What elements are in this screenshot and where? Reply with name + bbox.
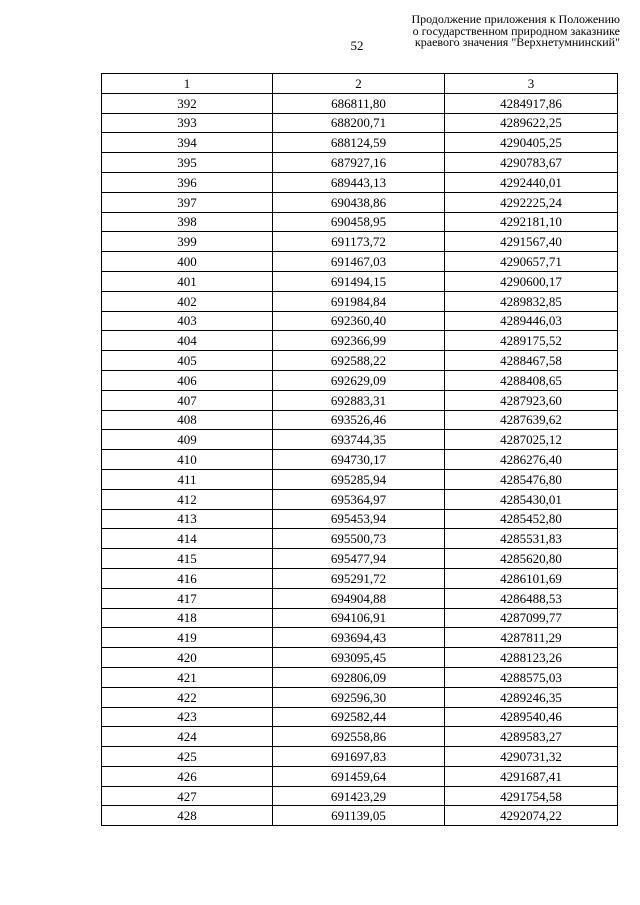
- y-coordinate-cell: 4289622,25: [445, 113, 618, 133]
- point-number-cell: 408: [102, 410, 273, 430]
- table-row: [102, 252, 618, 272]
- document-header: [360, 14, 620, 49]
- y-coordinate-cell: 4289832,85: [445, 291, 618, 311]
- table-row: [102, 271, 618, 291]
- x-coordinate-cell: 691494,15: [273, 271, 445, 291]
- table-row: [102, 786, 618, 806]
- y-coordinate-cell: 4287811,29: [445, 628, 618, 648]
- x-coordinate-cell: 691139,05: [273, 806, 445, 826]
- x-coordinate-cell: 689443,13: [273, 172, 445, 192]
- table-row: [102, 311, 618, 331]
- y-coordinate-cell: 4288467,58: [445, 351, 618, 371]
- table-row: [102, 410, 618, 430]
- y-coordinate-cell: 4285430,01: [445, 489, 618, 509]
- y-coordinate-cell: 4287099,77: [445, 608, 618, 628]
- y-coordinate-cell: 4292225,24: [445, 192, 618, 212]
- point-number-cell: 392: [102, 93, 273, 113]
- x-coordinate-cell: 691467,03: [273, 252, 445, 272]
- table-row: [102, 588, 618, 608]
- point-number-cell: 413: [102, 509, 273, 529]
- table-row: [102, 489, 618, 509]
- table-row: [102, 192, 618, 212]
- table-row: [102, 172, 618, 192]
- x-coordinate-cell: 695477,94: [273, 549, 445, 569]
- table-row: [102, 747, 618, 767]
- x-coordinate-cell: 690438,86: [273, 192, 445, 212]
- point-number-cell: 398: [102, 212, 273, 232]
- x-coordinate-cell: 688200,71: [273, 113, 445, 133]
- x-coordinate-cell: 691984,84: [273, 291, 445, 311]
- header-line: о государственном природном заказнике: [412, 23, 620, 38]
- y-coordinate-cell: 4287639,62: [445, 410, 618, 430]
- table-row: [102, 628, 618, 648]
- x-coordinate-cell: 695291,72: [273, 568, 445, 588]
- x-coordinate-cell: 695453,94: [273, 509, 445, 529]
- table-row: [102, 133, 618, 153]
- y-coordinate-cell: 4285620,80: [445, 549, 618, 569]
- y-coordinate-cell: 4288408,65: [445, 370, 618, 390]
- x-coordinate-cell: 692883,31: [273, 390, 445, 410]
- x-coordinate-cell: 693095,45: [273, 648, 445, 668]
- y-coordinate-cell: 4285476,80: [445, 469, 618, 489]
- y-coordinate-cell: 4289583,27: [445, 727, 618, 747]
- x-coordinate-cell: 692588,22: [273, 351, 445, 371]
- point-number-cell: 427: [102, 786, 273, 806]
- table-row: [102, 509, 618, 529]
- y-coordinate-cell: 4289446,03: [445, 311, 618, 331]
- y-coordinate-cell: 4287923,60: [445, 390, 618, 410]
- point-number-cell: 422: [102, 687, 273, 707]
- x-coordinate-cell: 688124,59: [273, 133, 445, 153]
- x-coordinate-cell: 693744,35: [273, 430, 445, 450]
- table-row: [102, 232, 618, 252]
- y-coordinate-cell: 4290600,17: [445, 271, 618, 291]
- y-coordinate-cell: 4289540,46: [445, 707, 618, 727]
- x-coordinate-cell: 691423,29: [273, 786, 445, 806]
- point-number-cell: 418: [102, 608, 273, 628]
- table-row: [102, 549, 618, 569]
- point-number-cell: 420: [102, 648, 273, 668]
- y-coordinate-cell: 4290783,67: [445, 153, 618, 173]
- point-number-cell: 394: [102, 133, 273, 153]
- y-coordinate-cell: 4290657,71: [445, 252, 618, 272]
- y-coordinate-cell: 4286101,69: [445, 568, 618, 588]
- y-coordinate-cell: 4285531,83: [445, 529, 618, 549]
- table-row: [102, 806, 618, 826]
- table-row: [102, 212, 618, 232]
- x-coordinate-cell: 694106,91: [273, 608, 445, 628]
- table-row: [102, 153, 618, 173]
- table-row: [102, 370, 618, 390]
- y-coordinate-cell: 4284917,86: [445, 93, 618, 113]
- x-coordinate-cell: 690458,95: [273, 212, 445, 232]
- table-row: [102, 608, 618, 628]
- table-row: [102, 351, 618, 371]
- y-coordinate-cell: 4292074,22: [445, 806, 618, 826]
- table-header-row: [102, 74, 618, 94]
- point-number-cell: 415: [102, 549, 273, 569]
- point-number-cell: 411: [102, 469, 273, 489]
- point-number-cell: 425: [102, 747, 273, 767]
- coordinates-table: [101, 73, 618, 826]
- x-coordinate-cell: 692366,99: [273, 331, 445, 351]
- y-coordinate-cell: 4292440,01: [445, 172, 618, 192]
- column-header: 2: [273, 74, 445, 94]
- table-row: [102, 727, 618, 747]
- point-number-cell: 414: [102, 529, 273, 549]
- header-line: краевого значения "Верхнетумнинский": [414, 35, 620, 49]
- x-coordinate-cell: 692596,30: [273, 687, 445, 707]
- x-coordinate-cell: 692806,09: [273, 667, 445, 687]
- x-coordinate-cell: 694730,17: [273, 450, 445, 470]
- table-row: [102, 469, 618, 489]
- point-number-cell: 421: [102, 667, 273, 687]
- point-number-cell: 400: [102, 252, 273, 272]
- x-coordinate-cell: 695285,94: [273, 469, 445, 489]
- x-coordinate-cell: 691697,83: [273, 747, 445, 767]
- point-number-cell: 407: [102, 390, 273, 410]
- point-number-cell: 416: [102, 568, 273, 588]
- table-row: [102, 687, 618, 707]
- table-row: [102, 648, 618, 668]
- point-number-cell: 406: [102, 370, 273, 390]
- table-row: [102, 568, 618, 588]
- page-number: 52: [350, 38, 364, 53]
- y-coordinate-cell: 4291687,41: [445, 766, 618, 786]
- x-coordinate-cell: 692582,44: [273, 707, 445, 727]
- table-row: [102, 766, 618, 786]
- table-row: [102, 93, 618, 113]
- y-coordinate-cell: 4288123,26: [445, 648, 618, 668]
- x-coordinate-cell: 686811,80: [273, 93, 445, 113]
- point-number-cell: 395: [102, 153, 273, 173]
- y-coordinate-cell: 4288575,03: [445, 667, 618, 687]
- y-coordinate-cell: 4286276,40: [445, 450, 618, 470]
- table-row: [102, 430, 618, 450]
- x-coordinate-cell: 693694,43: [273, 628, 445, 648]
- point-number-cell: 424: [102, 727, 273, 747]
- table-row: [102, 529, 618, 549]
- point-number-cell: 393: [102, 113, 273, 133]
- point-number-cell: 399: [102, 232, 273, 252]
- point-number-cell: 426: [102, 766, 273, 786]
- point-number-cell: 404: [102, 331, 273, 351]
- y-coordinate-cell: 4289175,52: [445, 331, 618, 351]
- table-row: [102, 113, 618, 133]
- y-coordinate-cell: 4289246,35: [445, 687, 618, 707]
- table-row: [102, 667, 618, 687]
- x-coordinate-cell: 695500,73: [273, 529, 445, 549]
- y-coordinate-cell: 4291567,40: [445, 232, 618, 252]
- point-number-cell: 396: [102, 172, 273, 192]
- x-coordinate-cell: 692360,40: [273, 311, 445, 331]
- point-number-cell: 412: [102, 489, 273, 509]
- point-number-cell: 402: [102, 291, 273, 311]
- point-number-cell: 410: [102, 450, 273, 470]
- table-row: [102, 291, 618, 311]
- table-row: [102, 331, 618, 351]
- table-row: [102, 707, 618, 727]
- point-number-cell: 401: [102, 271, 273, 291]
- x-coordinate-cell: 692629,09: [273, 370, 445, 390]
- point-number-cell: 403: [102, 311, 273, 331]
- y-coordinate-cell: 4291754,58: [445, 786, 618, 806]
- table-row: [102, 450, 618, 470]
- point-number-cell: 405: [102, 351, 273, 371]
- table-body: [102, 93, 618, 825]
- y-coordinate-cell: 4286488,53: [445, 588, 618, 608]
- table-row: [102, 390, 618, 410]
- x-coordinate-cell: 691459,64: [273, 766, 445, 786]
- x-coordinate-cell: 691173,72: [273, 232, 445, 252]
- point-number-cell: 428: [102, 806, 273, 826]
- x-coordinate-cell: 692558,86: [273, 727, 445, 747]
- point-number-cell: 419: [102, 628, 273, 648]
- y-coordinate-cell: 4287025,12: [445, 430, 618, 450]
- y-coordinate-cell: 4285452,80: [445, 509, 618, 529]
- header-line: Продолжение приложения к Положению: [411, 12, 620, 26]
- x-coordinate-cell: 687927,16: [273, 153, 445, 173]
- column-header: 3: [445, 74, 618, 94]
- y-coordinate-cell: 4290405,25: [445, 133, 618, 153]
- x-coordinate-cell: 694904,88: [273, 588, 445, 608]
- point-number-cell: 423: [102, 707, 273, 727]
- point-number-cell: 409: [102, 430, 273, 450]
- y-coordinate-cell: 4292181,10: [445, 212, 618, 232]
- column-header: 1: [102, 74, 273, 94]
- y-coordinate-cell: 4290731,32: [445, 747, 618, 767]
- point-number-cell: 397: [102, 192, 273, 212]
- x-coordinate-cell: 695364,97: [273, 489, 445, 509]
- point-number-cell: 417: [102, 588, 273, 608]
- x-coordinate-cell: 693526,46: [273, 410, 445, 430]
